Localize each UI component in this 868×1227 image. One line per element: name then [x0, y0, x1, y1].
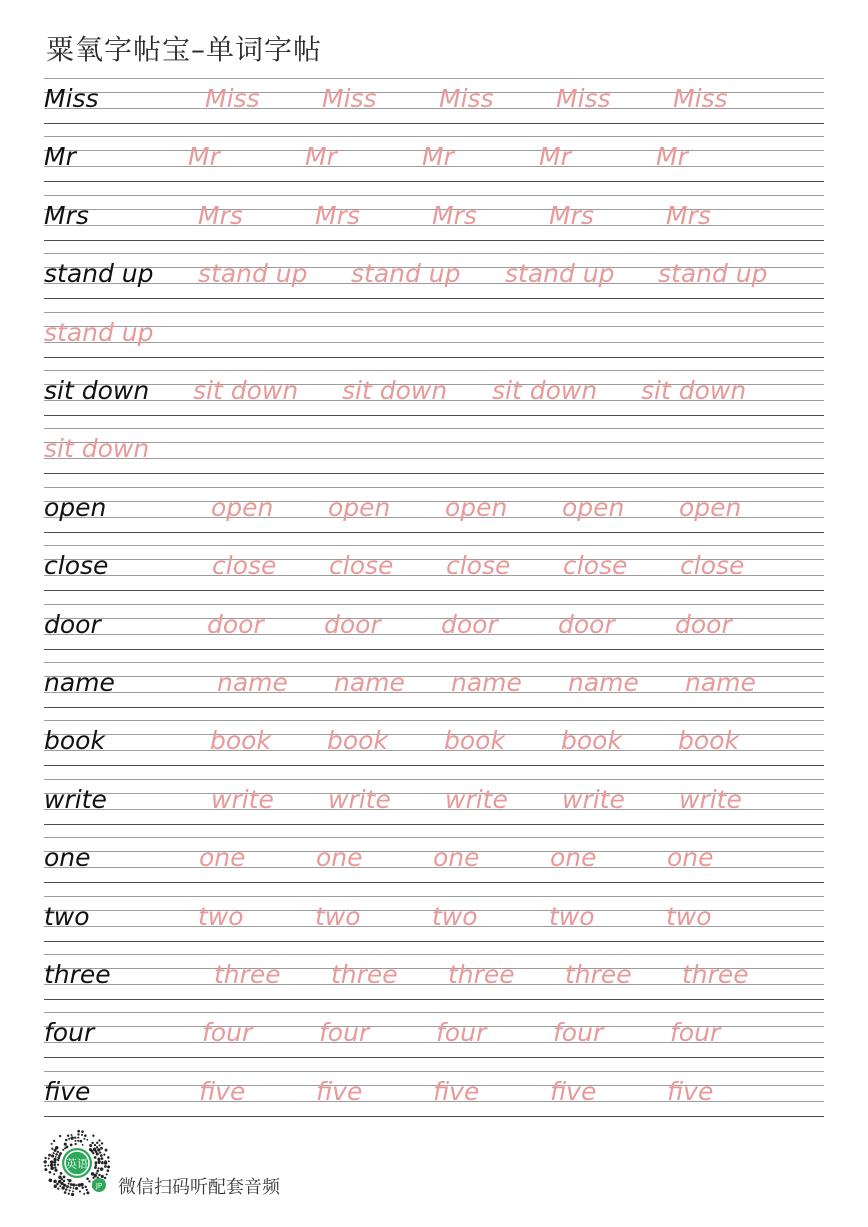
guide-line-top: [44, 896, 824, 897]
practice-row: [44, 195, 824, 241]
trace-word: stand up: [505, 259, 615, 289]
trace-word: write: [445, 784, 508, 814]
trace-word: door: [207, 609, 264, 639]
guide-line-top: [44, 487, 824, 488]
trace-word: Mrs: [666, 200, 711, 230]
guide-line-bottom: [44, 1057, 824, 1058]
trace-word: write: [562, 784, 625, 814]
guide-line-bottom: [44, 941, 824, 942]
model-word: stand up: [44, 259, 154, 289]
trace-word: one: [667, 843, 714, 873]
trace-word: close: [680, 551, 745, 581]
trace-word: write: [679, 784, 742, 814]
trace-word: close: [446, 551, 511, 581]
trace-word: book: [210, 726, 271, 756]
model-word: name: [44, 668, 115, 697]
guide-line-top: [44, 662, 824, 663]
guide-line-top: [44, 1071, 824, 1072]
guide-line-top: [44, 195, 824, 196]
guide-line-bottom: [44, 415, 824, 416]
trace-word: name: [334, 668, 405, 697]
trace-word: close: [563, 551, 628, 581]
trace-word: Miss: [439, 84, 494, 113]
trace-word: close: [329, 551, 394, 581]
model-word: three: [44, 960, 111, 989]
trace-word: three: [565, 960, 632, 989]
model-word: open: [44, 492, 107, 522]
guide-line-mid1: [44, 326, 824, 327]
trace-word: write: [211, 784, 274, 814]
practice-row: [44, 1071, 824, 1117]
trace-word: four: [670, 1018, 721, 1048]
practice-row: [44, 428, 824, 474]
guide-line-top: [44, 837, 824, 838]
guide-line-top: [44, 136, 824, 137]
guide-line-bottom: [44, 532, 824, 533]
trace-word: name: [685, 668, 756, 697]
trace-word: open: [562, 492, 625, 522]
practice-row: [44, 720, 824, 766]
footer-caption: 微信扫码听配套音频: [118, 1177, 280, 1198]
page-title: 粟氧字帖宝–单词字帖: [46, 33, 323, 66]
trace-word: sit down: [342, 376, 448, 405]
guide-line-top: [44, 312, 824, 313]
trace-word: open: [211, 492, 274, 522]
trace-word: Mr: [305, 142, 337, 172]
trace-word: Miss: [322, 84, 377, 113]
trace-word: sit down: [44, 434, 150, 464]
trace-word: two: [666, 901, 712, 931]
practice-row: [44, 604, 824, 650]
trace-word: open: [679, 492, 742, 522]
model-word: five: [44, 1076, 91, 1106]
guide-line-top: [44, 78, 824, 79]
trace-word: four: [436, 1018, 487, 1048]
trace-word: close: [212, 551, 277, 581]
trace-word: two: [198, 901, 244, 931]
trace-word: one: [550, 843, 597, 873]
practice-row: [44, 896, 824, 942]
trace-word: two: [315, 901, 361, 931]
guide-line-top: [44, 779, 824, 780]
practice-row: [44, 779, 824, 825]
trace-word: write: [328, 784, 391, 814]
trace-word: book: [678, 726, 739, 756]
trace-word: Miss: [673, 84, 728, 113]
qr-mini-badge-text: JP: [95, 1182, 103, 1190]
trace-word: Mrs: [198, 200, 243, 230]
guide-line-top: [44, 604, 824, 605]
trace-word: Mrs: [432, 200, 477, 230]
model-word: Mr: [44, 142, 76, 172]
model-word: four: [44, 1018, 95, 1048]
trace-word: Mr: [188, 142, 220, 172]
trace-word: five: [550, 1076, 597, 1106]
trace-word: book: [444, 726, 505, 756]
model-word: door: [44, 609, 101, 639]
guide-line-top: [44, 545, 824, 546]
model-word: Miss: [44, 84, 99, 113]
guide-line-mid2: [44, 342, 824, 343]
trace-word: book: [327, 726, 388, 756]
trace-word: stand up: [351, 259, 461, 289]
trace-word: three: [448, 960, 515, 989]
trace-word: five: [433, 1076, 480, 1106]
guide-line-bottom: [44, 765, 824, 766]
trace-word: two: [432, 901, 478, 931]
trace-word: name: [451, 668, 522, 697]
trace-word: four: [553, 1018, 604, 1048]
trace-word: door: [675, 609, 732, 639]
model-word: Mrs: [44, 200, 89, 230]
trace-word: stand up: [198, 259, 308, 289]
guide-line-bottom: [44, 473, 824, 474]
guide-line-bottom: [44, 649, 824, 650]
trace-word: two: [549, 901, 595, 931]
trace-word: four: [319, 1018, 370, 1048]
guide-line-bottom: [44, 240, 824, 241]
guide-line-bottom: [44, 123, 824, 124]
model-word: write: [44, 784, 107, 814]
trace-word: one: [433, 843, 480, 873]
trace-word: sit down: [492, 376, 598, 405]
trace-word: Miss: [205, 84, 260, 113]
guide-line-top: [44, 428, 824, 429]
trace-word: three: [331, 960, 398, 989]
model-word: book: [44, 726, 105, 756]
guide-line-mid1: [44, 442, 824, 443]
trace-word: four: [202, 1018, 253, 1048]
practice-row: [44, 312, 824, 358]
trace-word: sit down: [193, 376, 299, 405]
practice-row: [44, 545, 824, 591]
trace-word: Mrs: [549, 200, 594, 230]
trace-word: five: [667, 1076, 714, 1106]
trace-word: open: [328, 492, 391, 522]
trace-word: Mr: [422, 142, 454, 172]
practice-row: [44, 662, 824, 708]
practice-row: [44, 78, 824, 124]
guide-line-bottom: [44, 707, 824, 708]
model-word: close: [44, 551, 109, 581]
trace-word: one: [199, 843, 246, 873]
guide-line-bottom: [44, 999, 824, 1000]
trace-word: stand up: [658, 259, 768, 289]
guide-line-top: [44, 720, 824, 721]
trace-word: open: [445, 492, 508, 522]
guide-line-mid2: [44, 458, 824, 459]
qr-badge-text: 英语: [66, 1157, 88, 1171]
guide-line-bottom: [44, 590, 824, 591]
model-word: two: [44, 901, 90, 931]
trace-word: five: [316, 1076, 363, 1106]
guide-line-bottom: [44, 882, 824, 883]
trace-word: five: [199, 1076, 246, 1106]
guide-line-bottom: [44, 298, 824, 299]
trace-word: Mrs: [315, 200, 360, 230]
qr-code-icon[interactable]: [42, 1128, 112, 1198]
trace-word: door: [558, 609, 615, 639]
trace-word: stand up: [44, 317, 154, 347]
trace-word: one: [316, 843, 363, 873]
practice-row: [44, 136, 824, 182]
trace-word: book: [561, 726, 622, 756]
guide-line-bottom: [44, 824, 824, 825]
practice-row: [44, 1012, 824, 1058]
guide-line-bottom: [44, 357, 824, 358]
guide-line-bottom: [44, 1116, 824, 1117]
practice-row: [44, 954, 824, 1000]
trace-word: name: [217, 668, 288, 697]
guide-line-top: [44, 253, 824, 254]
practice-row: [44, 487, 824, 533]
model-word: sit down: [44, 376, 150, 405]
guide-line-top: [44, 1012, 824, 1013]
trace-word: three: [682, 960, 749, 989]
guide-line-bottom: [44, 181, 824, 182]
trace-word: Miss: [556, 84, 611, 113]
trace-word: door: [441, 609, 498, 639]
guide-line-top: [44, 954, 824, 955]
trace-word: Mr: [539, 142, 571, 172]
model-word: one: [44, 843, 91, 873]
trace-word: door: [324, 609, 381, 639]
trace-word: sit down: [641, 376, 747, 405]
trace-word: three: [214, 960, 281, 989]
trace-word: Mr: [656, 142, 688, 172]
practice-row: [44, 837, 824, 883]
trace-word: name: [568, 668, 639, 697]
practice-row: [44, 253, 824, 299]
guide-line-top: [44, 370, 824, 371]
practice-row: [44, 370, 824, 416]
